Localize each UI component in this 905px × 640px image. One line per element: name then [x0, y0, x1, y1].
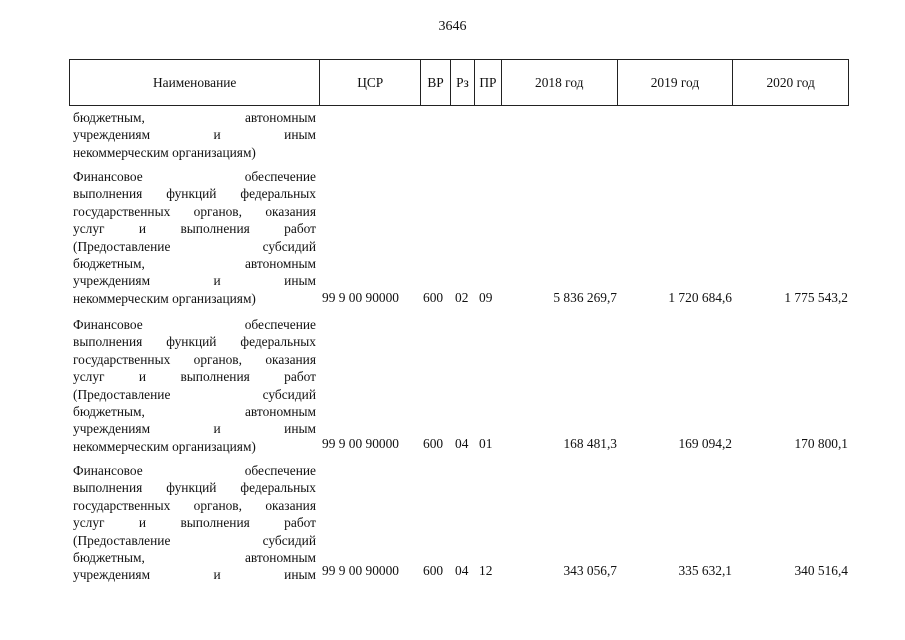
continuation-text [73, 109, 316, 161]
row-3-rz: 04 [455, 563, 469, 578]
header-2018: 2018 год [502, 60, 618, 105]
text-line: учреждениям и иным [73, 421, 316, 437]
text-line: бюджетным, автономным [73, 255, 316, 271]
row-3-pr: 12 [479, 563, 493, 578]
text-line: бюджетным, автономным [73, 549, 316, 565]
row-1-2020: 1 775 543,2 [784, 290, 848, 305]
text-line: бюджетным, автономным [73, 110, 316, 125]
row-2-2018: 168 481,3 [563, 436, 617, 451]
header-2020: 2020 год [766, 74, 815, 90]
text-line: государственных органов, оказания [73, 497, 316, 513]
header-2019: 2019 год [618, 60, 734, 105]
row-3-2019: 335 632,1 [678, 563, 732, 578]
text-line: бюджетным, автономным [73, 403, 316, 419]
text-line: (Предоставление субсидий [73, 532, 316, 548]
text-line: услуг и выполнения работ [73, 221, 316, 237]
text-line: Финансовое обеспечение [73, 169, 316, 184]
text-line: (Предоставление субсидий [73, 386, 316, 402]
row-1-description [73, 168, 316, 307]
header-name: Наименование [70, 60, 320, 105]
row-2-pr: 01 [479, 436, 493, 451]
row-3-csr: 99 9 00 90000 [322, 563, 399, 578]
text-line: учреждениям и иным [73, 127, 316, 143]
text-line: выполнения функций федеральных [73, 186, 316, 202]
text-line: услуг и выполнения работ [73, 515, 316, 531]
text-line: учреждениям и иным [73, 273, 316, 289]
text-line: некоммерческим организациям) [73, 438, 256, 454]
text-line: некоммерческим организациям) [73, 290, 256, 306]
table-header [69, 59, 849, 106]
header-vr: ВР [421, 60, 451, 105]
text-line: некоммерческим организациям) [73, 144, 256, 160]
row-3-2020: 340 516,4 [794, 563, 848, 578]
row-2-vr: 600 [423, 436, 444, 451]
row-3-vr: 600 [423, 563, 444, 578]
header-rz: Рз [451, 60, 475, 105]
header-csr: ЦСР [320, 60, 421, 105]
row-1-pr: 09 [479, 290, 493, 305]
text-line: учреждениям и иным [73, 567, 316, 583]
row-1-2018: 5 836 269,7 [553, 290, 617, 305]
text-line: выполнения функций федеральных [73, 334, 316, 350]
row-3-2018: 343 056,7 [563, 563, 617, 578]
text-line: государственных органов, оказания [73, 203, 316, 219]
text-line: государственных органов, оказания [73, 351, 316, 367]
text-line: (Предоставление субсидий [73, 238, 316, 254]
row-1-2019: 1 720 684,6 [668, 290, 732, 305]
row-2-csr: 99 9 00 90000 [322, 436, 399, 451]
row-1-rz: 02 [455, 290, 469, 305]
row-2-2019: 169 094,2 [678, 436, 732, 451]
header-pr: ПР [475, 60, 502, 105]
row-3-description [73, 462, 316, 584]
row-2-rz: 04 [455, 436, 469, 451]
text-line: Финансовое обеспечение [73, 463, 316, 478]
text-line: выполнения функций федеральных [73, 480, 316, 496]
text-line: услуг и выполнения работ [73, 369, 316, 385]
page-number: 3646 [438, 19, 467, 34]
row-1-csr: 99 9 00 90000 [322, 290, 399, 305]
row-2-description [73, 316, 316, 455]
text-line: Финансовое обеспечение [73, 317, 316, 332]
row-1-vr: 600 [423, 290, 444, 305]
row-2-2020: 170 800,1 [794, 436, 848, 451]
